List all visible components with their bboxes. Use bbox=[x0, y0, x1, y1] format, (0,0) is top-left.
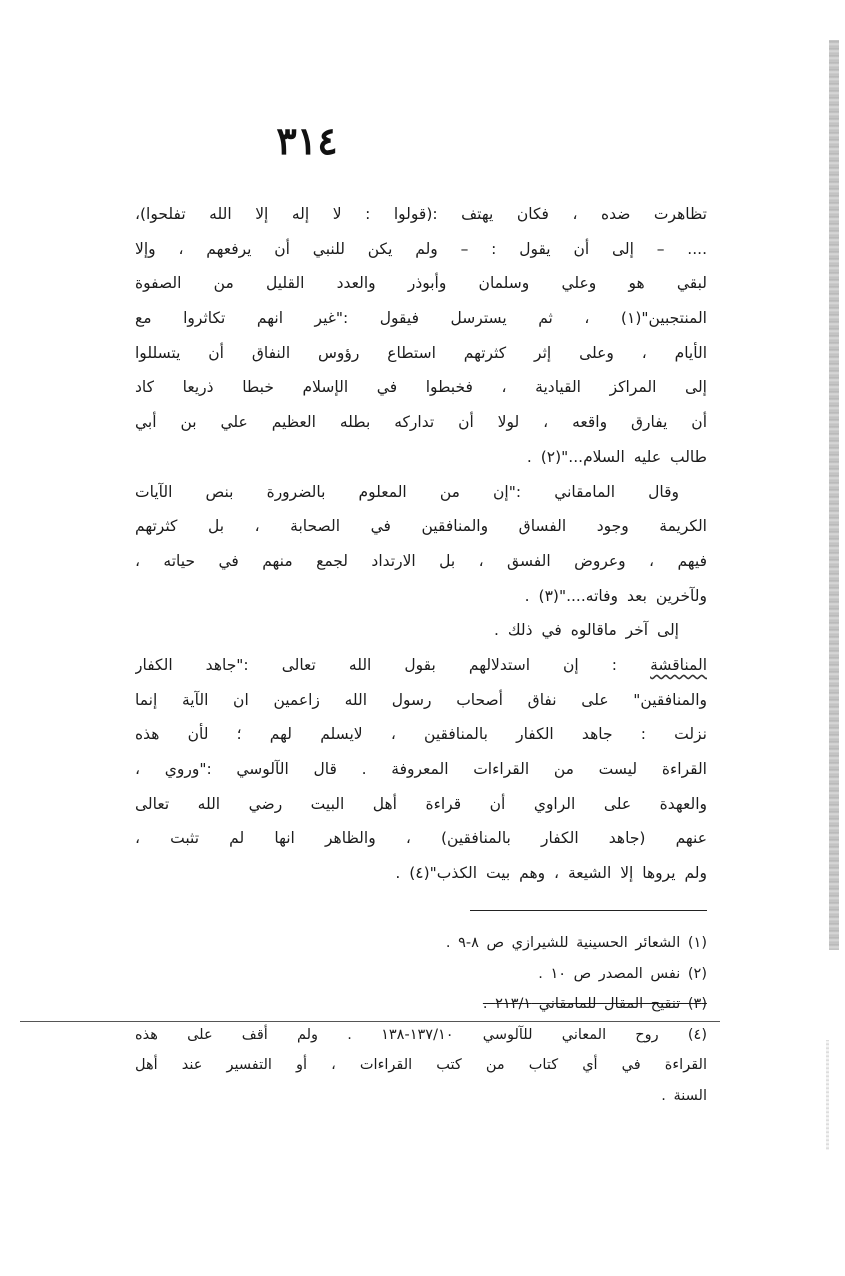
body-line: لبقي هو وعلي وسلمان وأبوذر والعدد القليل من الصفوة bbox=[135, 274, 707, 293]
footnote: (٤) روح المعاني للآلوسي ١٣٧/١٠-١٣٨ . ولم أقف على هذه bbox=[135, 1026, 707, 1043]
discussion-line-text: : إن استدلالهم بقول الله تعالى :"جاهد الكفار bbox=[135, 655, 651, 674]
body-line: طالب عليه السلام..."(٢) . bbox=[526, 447, 707, 466]
scan-edge-noise-lower bbox=[826, 1040, 829, 1150]
footnote: (١) الشعائر الحسينية للشيرازي ص ٨-٩ . bbox=[445, 935, 707, 951]
discussion-heading-underline: المناقشة bbox=[650, 655, 707, 674]
page-number: ٣١٤ bbox=[276, 118, 338, 163]
body-line: أن يفارق واقعه ، لولا أن تداركه بطله العظيم علي بن أبي bbox=[135, 413, 707, 432]
footnote-separator bbox=[470, 910, 707, 911]
footnote: القراءة في أي كتاب من كتب القراءات ، أو التفسير عند أهل bbox=[135, 1057, 707, 1073]
body-line: والعهدة على الراوي أن قراءة أهل البيت رضي الله تعالى bbox=[135, 794, 707, 813]
scan-line-artifact bbox=[20, 1021, 720, 1022]
body-line: فيهم ، وعروض الفسق ، بل الارتداد لجمع منهم في حياته ، bbox=[135, 551, 707, 570]
body-line: الكريمة وجود الفساق والمنافقين في الصحابة ، بل كثرتهم bbox=[135, 517, 707, 536]
body-line: .... – إلى أن يقول : – ولم يكن للنبي أن يرفعهم ، وإلا bbox=[135, 239, 707, 258]
body-line: تظاهرت ضده ، فكان يهتف :(قولوا : لا إله إلا الله تفلحوا)، bbox=[135, 205, 707, 223]
body-line: القراءة ليست من القراءات المعروفة . قال الآلوسي :"وروي ، bbox=[135, 760, 707, 778]
scan-edge-noise bbox=[829, 40, 839, 950]
body-line: نزلت : جاهد الكفار بالمنافقين ، لايسلم لهم ؛ لأن هذه bbox=[135, 725, 707, 744]
footnote: السنة . bbox=[661, 1087, 707, 1104]
footnote: (٣) تنقيح المقال للمامقاني ٢١٣/١ . bbox=[482, 996, 707, 1012]
body-line: المنتجبين"(١) ، ثم يسترسل فيقول :"غير انهم تكاثروا مع bbox=[135, 309, 707, 328]
body-line: إلى المراكز القيادية ، فخبطوا في الإسلام خبطا ذريعا كاد bbox=[135, 378, 707, 397]
body-line: عنهم (جاهد الكفار بالمنافقين) ، والظاهر انها لم تثبت ، bbox=[135, 829, 707, 848]
body-line: ولآخرين بعد وفاته...."(٣) . bbox=[524, 586, 707, 605]
body-line: الأيام ، وعلى إثر كثرتهم استطاع رؤوس النفاق أن يتسللوا bbox=[135, 343, 707, 362]
body-text bbox=[135, 197, 707, 891]
body-line: وقال المامقاني :"إن من المعلوم بالضرورة بنص الآيات bbox=[135, 482, 679, 501]
body-line: والمنافقين" على نفاق أصحاب رسول الله زاعمين ان الآية إنما bbox=[135, 690, 707, 709]
body-line: إلى آخر ماقالوه في ذلك . bbox=[494, 621, 679, 640]
footnote: (٢) نفس المصدر ص ١٠ . bbox=[538, 965, 707, 982]
footnotes bbox=[135, 928, 707, 1111]
discussion-line bbox=[135, 648, 707, 683]
body-line: ولم يروها إلا الشيعة ، وهم بيت الكذب"(٤) . bbox=[395, 864, 707, 883]
